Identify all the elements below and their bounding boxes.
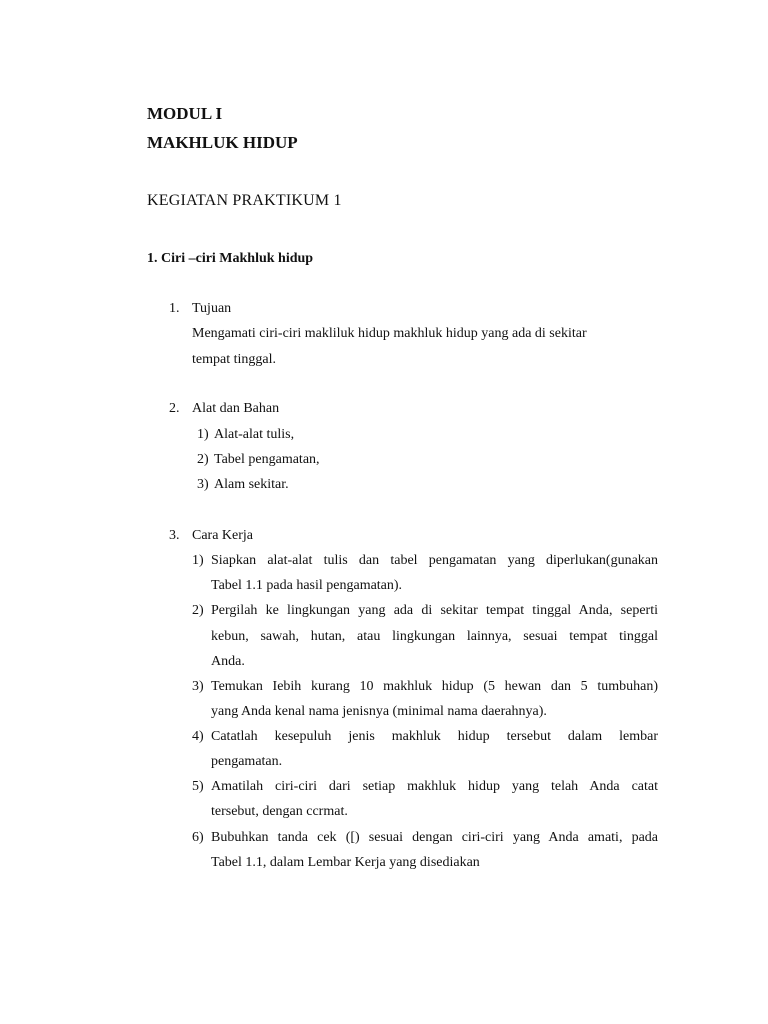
tujuan-label: Tujuan — [192, 301, 232, 316]
alat-item-number: 2) — [197, 452, 209, 467]
step-text-line: Bubuhkan tanda cek ([) sesuai dengan ciri-ciri yang Anda amati, pada — [211, 830, 658, 845]
step-text-line: Tabel 1.1, dalam Lembar Kerja yang disediakan — [211, 855, 480, 870]
alat-item-number: 3) — [197, 477, 209, 492]
step-text-line: yang Anda kenal nama jenisnya (minimal nama daerahnya). — [211, 704, 547, 719]
step-text-line: kebun, sawah, hutan, atau lingkungan lainnya, sesuai tempat tinggal — [211, 629, 658, 644]
module-subtitle: MAKHLUK HIDUP — [147, 133, 298, 152]
step-number: 2) — [192, 603, 204, 618]
step-text-line: tersebut, dengan ccrmat. — [211, 804, 348, 819]
step-text-line: Tabel 1.1 pada hasil pengamatan). — [211, 578, 403, 593]
activity-title: KEGIATAN PRAKTIKUM 1 — [147, 192, 342, 209]
step-number: 6) — [192, 830, 204, 845]
section-heading: 1. Ciri –ciri Makhluk hidup — [147, 251, 314, 266]
alat-bahan-label: Alat dan Bahan — [192, 401, 280, 416]
step-number: 1) — [192, 553, 204, 568]
step-text-line: Siapkan alat-alat tulis dan tabel pengamatan yang diperlukan(gunakan — [211, 553, 658, 568]
step-text-line: Amatilah ciri-ciri dari setiap makhluk hidup yang telah Anda catat — [211, 779, 658, 794]
alat-item-text: Alat-alat tulis, — [214, 427, 295, 442]
step-number: 3) — [192, 679, 204, 694]
step-text-line: Temukan Iebih kurang 10 makhluk hidup (5 hewan dan 5 tumbuhan) — [211, 679, 658, 694]
step-text-line: Anda. — [211, 654, 245, 669]
alat-item-text: Alam sekitar. — [214, 477, 289, 492]
tujuan-number: 1. — [169, 301, 180, 316]
cara-kerja-number: 3. — [169, 528, 180, 543]
step-number: 4) — [192, 729, 204, 744]
tujuan-text-line1: Mengamati ciri-ciri makliluk hidup makhluk hidup yang ada di sekitar — [192, 326, 587, 341]
step-number: 5) — [192, 779, 204, 794]
step-text-line: Catatlah kesepuluh jenis makhluk hidup tersebut dalam lembar — [211, 729, 658, 744]
module-title: MODUL I — [147, 104, 223, 123]
cara-kerja-label: Cara Kerja — [192, 528, 254, 543]
alat-bahan-number: 2. — [169, 401, 180, 416]
step-text-line: Pergilah ke lingkungan yang ada di sekitar tempat tinggal Anda, seperti — [211, 603, 658, 618]
tujuan-text-line2: tempat tinggal. — [192, 352, 276, 367]
step-text-line: pengamatan. — [211, 754, 283, 769]
alat-item-number: 1) — [197, 427, 209, 442]
alat-item-text: Tabel pengamatan, — [214, 452, 320, 467]
